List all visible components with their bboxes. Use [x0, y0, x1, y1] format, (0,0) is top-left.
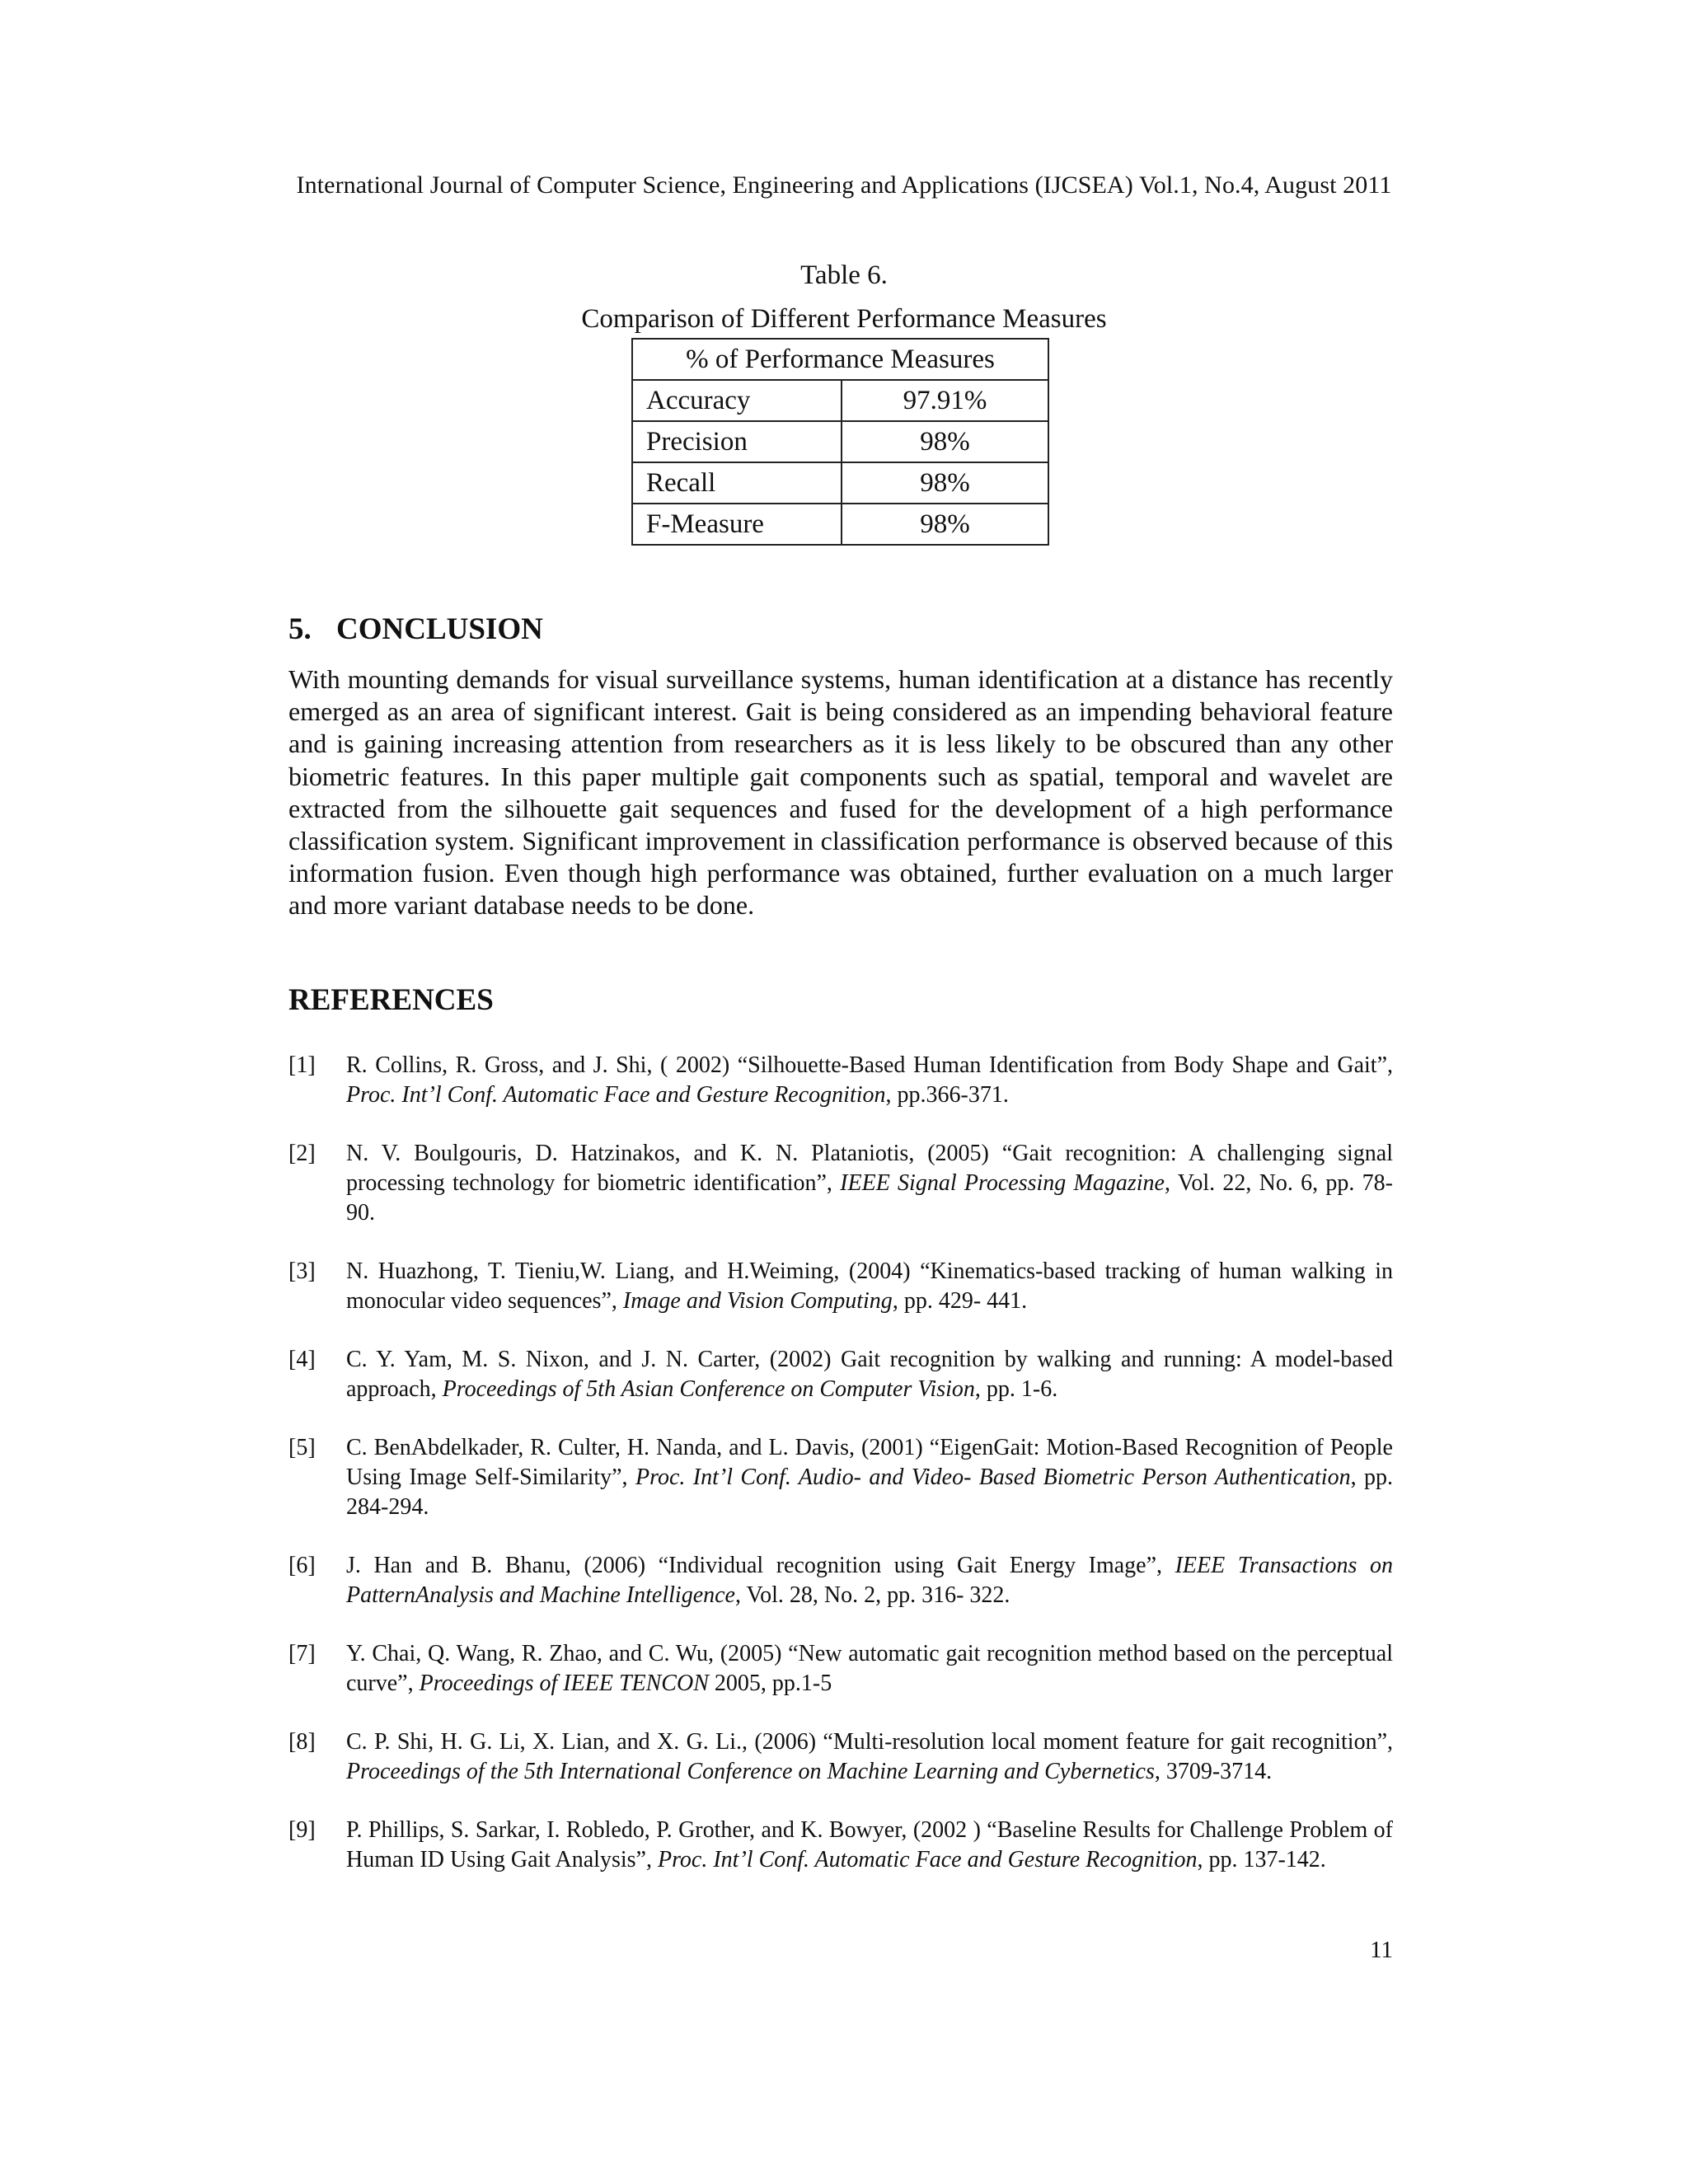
table-row — [632, 504, 1048, 545]
reference-pages: , Vol. 22, No. 6, pp. 78-90. — [346, 1170, 1393, 1226]
reference-venue: Proceedings of the 5th International Conference on Machine Learning and Cybernetics — [346, 1759, 1155, 1784]
reference-number: [3] — [288, 1258, 316, 1284]
metric-cell: Precision — [632, 421, 842, 462]
reference-pages: , pp. 137-142. — [1197, 1847, 1326, 1872]
running-header: International Journal of Computer Science, Engineering and Applications (IJCSEA) Vol.1, No.4, August 2011 — [296, 171, 1392, 199]
reference-text: C. BenAbdelkader, R. Culter, H. Nanda, and L. Davis, (2001) “EigenGait: Motion-Based Recognition of People Using Image Self-Similarity”, — [346, 1435, 1393, 1490]
reference-item — [288, 1639, 1393, 1699]
value-cell: 98% — [842, 504, 1048, 545]
value-cell: 98% — [842, 421, 1048, 462]
reference-item — [288, 1816, 1393, 1875]
reference-number: [1] — [288, 1052, 316, 1078]
table-caption-label: Table 6. — [800, 260, 888, 290]
reference-item — [288, 1139, 1393, 1228]
reference-pages: , pp. 284-294. — [346, 1465, 1394, 1520]
table-row — [632, 380, 1048, 421]
reference-venue: Proc. Int’l Conf. Automatic Face and Gesture Recognition — [657, 1847, 1198, 1872]
reference-text: C. Y. Yam, M. S. Nixon, and J. N. Carter, (2002) Gait recognition by walking and running: A model-based approach, — [346, 1347, 1393, 1402]
reference-pages: , Vol. 28, No. 2, pp. 316- 322. — [734, 1582, 1010, 1608]
reference-item — [288, 1551, 1393, 1610]
reference-item — [288, 1051, 1393, 1110]
conclusion-heading — [288, 612, 543, 647]
reference-pages: , 3709-3714. — [1154, 1759, 1273, 1784]
reference-item — [288, 1727, 1393, 1787]
reference-list — [288, 1051, 1393, 1904]
value-cell: 98% — [842, 462, 1048, 504]
reference-item — [288, 1257, 1393, 1316]
reference-number: [5] — [288, 1435, 316, 1460]
reference-venue: Proc. Int’l Conf. Audio- and Video- Based Biometric Person Authentication — [635, 1465, 1351, 1490]
value-cell: 97.91% — [842, 380, 1048, 421]
reference-text: C. P. Shi, H. G. Li, X. Lian, and X. G. Li., (2006) “Multi-resolution local moment feature for gait recognition”, — [346, 1729, 1393, 1755]
table-caption — [0, 254, 1688, 341]
reference-item — [288, 1433, 1393, 1522]
performance-table — [631, 338, 1049, 546]
conclusion-paragraph: With mounting demands for visual surveillance systems, human identification at a distance has recently emerged as an area of significant interest. Gait is being considered as an impending behavioral feature and is gaining increasing attention from researchers as it is less likely to be obscured than any other biometric features. In this paper multiple gait components such as spatial, temporal and wavelet are extracted from the silhouette gait sequences and fused for the development of a high performance classification system. Significant improvement in classification performance is observed because of this information fusion. Even though high performance was obtained, further evaluation on a much larger and more variant database needs to be done. — [288, 664, 1393, 921]
page-number: 11 — [1370, 1937, 1393, 1963]
reference-text: P. Phillips, S. Sarkar, I. Robledo, P. Grother, and K. Bowyer, (2002 ) “Baseline Results for Challenge Problem of Human ID Using Gait Analysis”, — [346, 1817, 1393, 1872]
reference-item — [288, 1345, 1393, 1404]
reference-number: [9] — [288, 1817, 316, 1843]
reference-venue: Proc. Int’l Conf. Automatic Face and Gesture Recognition — [346, 1082, 886, 1108]
reference-venue: Proceedings of IEEE TENCON — [419, 1671, 709, 1696]
section-number: 5. — [288, 612, 312, 646]
table-header-cell: % of Performance Measures — [632, 339, 1048, 380]
section-title: CONCLUSION — [336, 612, 543, 646]
reference-pages: , pp. 1-6. — [974, 1376, 1058, 1402]
metric-cell: F-Measure — [632, 504, 842, 545]
reference-number: [4] — [288, 1347, 316, 1372]
reference-text: R. Collins, R. Gross, and J. Shi, ( 2002) “Silhouette-Based Human Identification from Body Shape and Gait”, — [346, 1052, 1393, 1078]
reference-number: [7] — [288, 1641, 316, 1666]
reference-text: N. V. Boulgouris, D. Hatzinakos, and K. N. Plataniotis, (2005) “Gait recognition: A challenging signal processing technology for biometric identification”, — [346, 1141, 1393, 1196]
reference-venue: IEEE Transactions on PatternAnalysis and Machine Intelligence — [346, 1553, 1394, 1608]
reference-number: [2] — [288, 1141, 316, 1166]
reference-pages: , pp. 429- 441. — [892, 1288, 1028, 1314]
reference-text: J. Han and B. Bhanu, (2006) “Individual recognition using Gait Energy Image”, — [346, 1553, 1175, 1578]
table-row — [632, 462, 1048, 504]
reference-text: Y. Chai, Q. Wang, R. Zhao, and C. Wu, (2005) “New automatic gait recognition method based on the perceptual curve”, — [346, 1641, 1393, 1696]
reference-pages: , pp.366-371. — [885, 1082, 1009, 1108]
reference-venue: Proceedings of 5th Asian Conference on Computer Vision — [442, 1376, 975, 1402]
reference-number: [8] — [288, 1729, 316, 1755]
table-caption-title: Comparison of Different Performance Measures — [581, 304, 1107, 334]
reference-venue: Image and Vision Computing — [622, 1288, 893, 1314]
reference-pages: 2005, pp.1-5 — [708, 1671, 832, 1696]
metric-cell: Recall — [632, 462, 842, 504]
reference-text: N. Huazhong, T. Tieniu,W. Liang, and H.Weiming, (2004) “Kinematics-based tracking of human walking in monocular video sequences”, — [346, 1258, 1393, 1314]
reference-number: [6] — [288, 1553, 316, 1578]
table-row — [632, 421, 1048, 462]
reference-venue: IEEE Signal Processing Magazine — [840, 1170, 1165, 1196]
table-header-row — [632, 339, 1048, 380]
metric-cell: Accuracy — [632, 380, 842, 421]
references-heading: REFERENCES — [288, 983, 494, 1017]
